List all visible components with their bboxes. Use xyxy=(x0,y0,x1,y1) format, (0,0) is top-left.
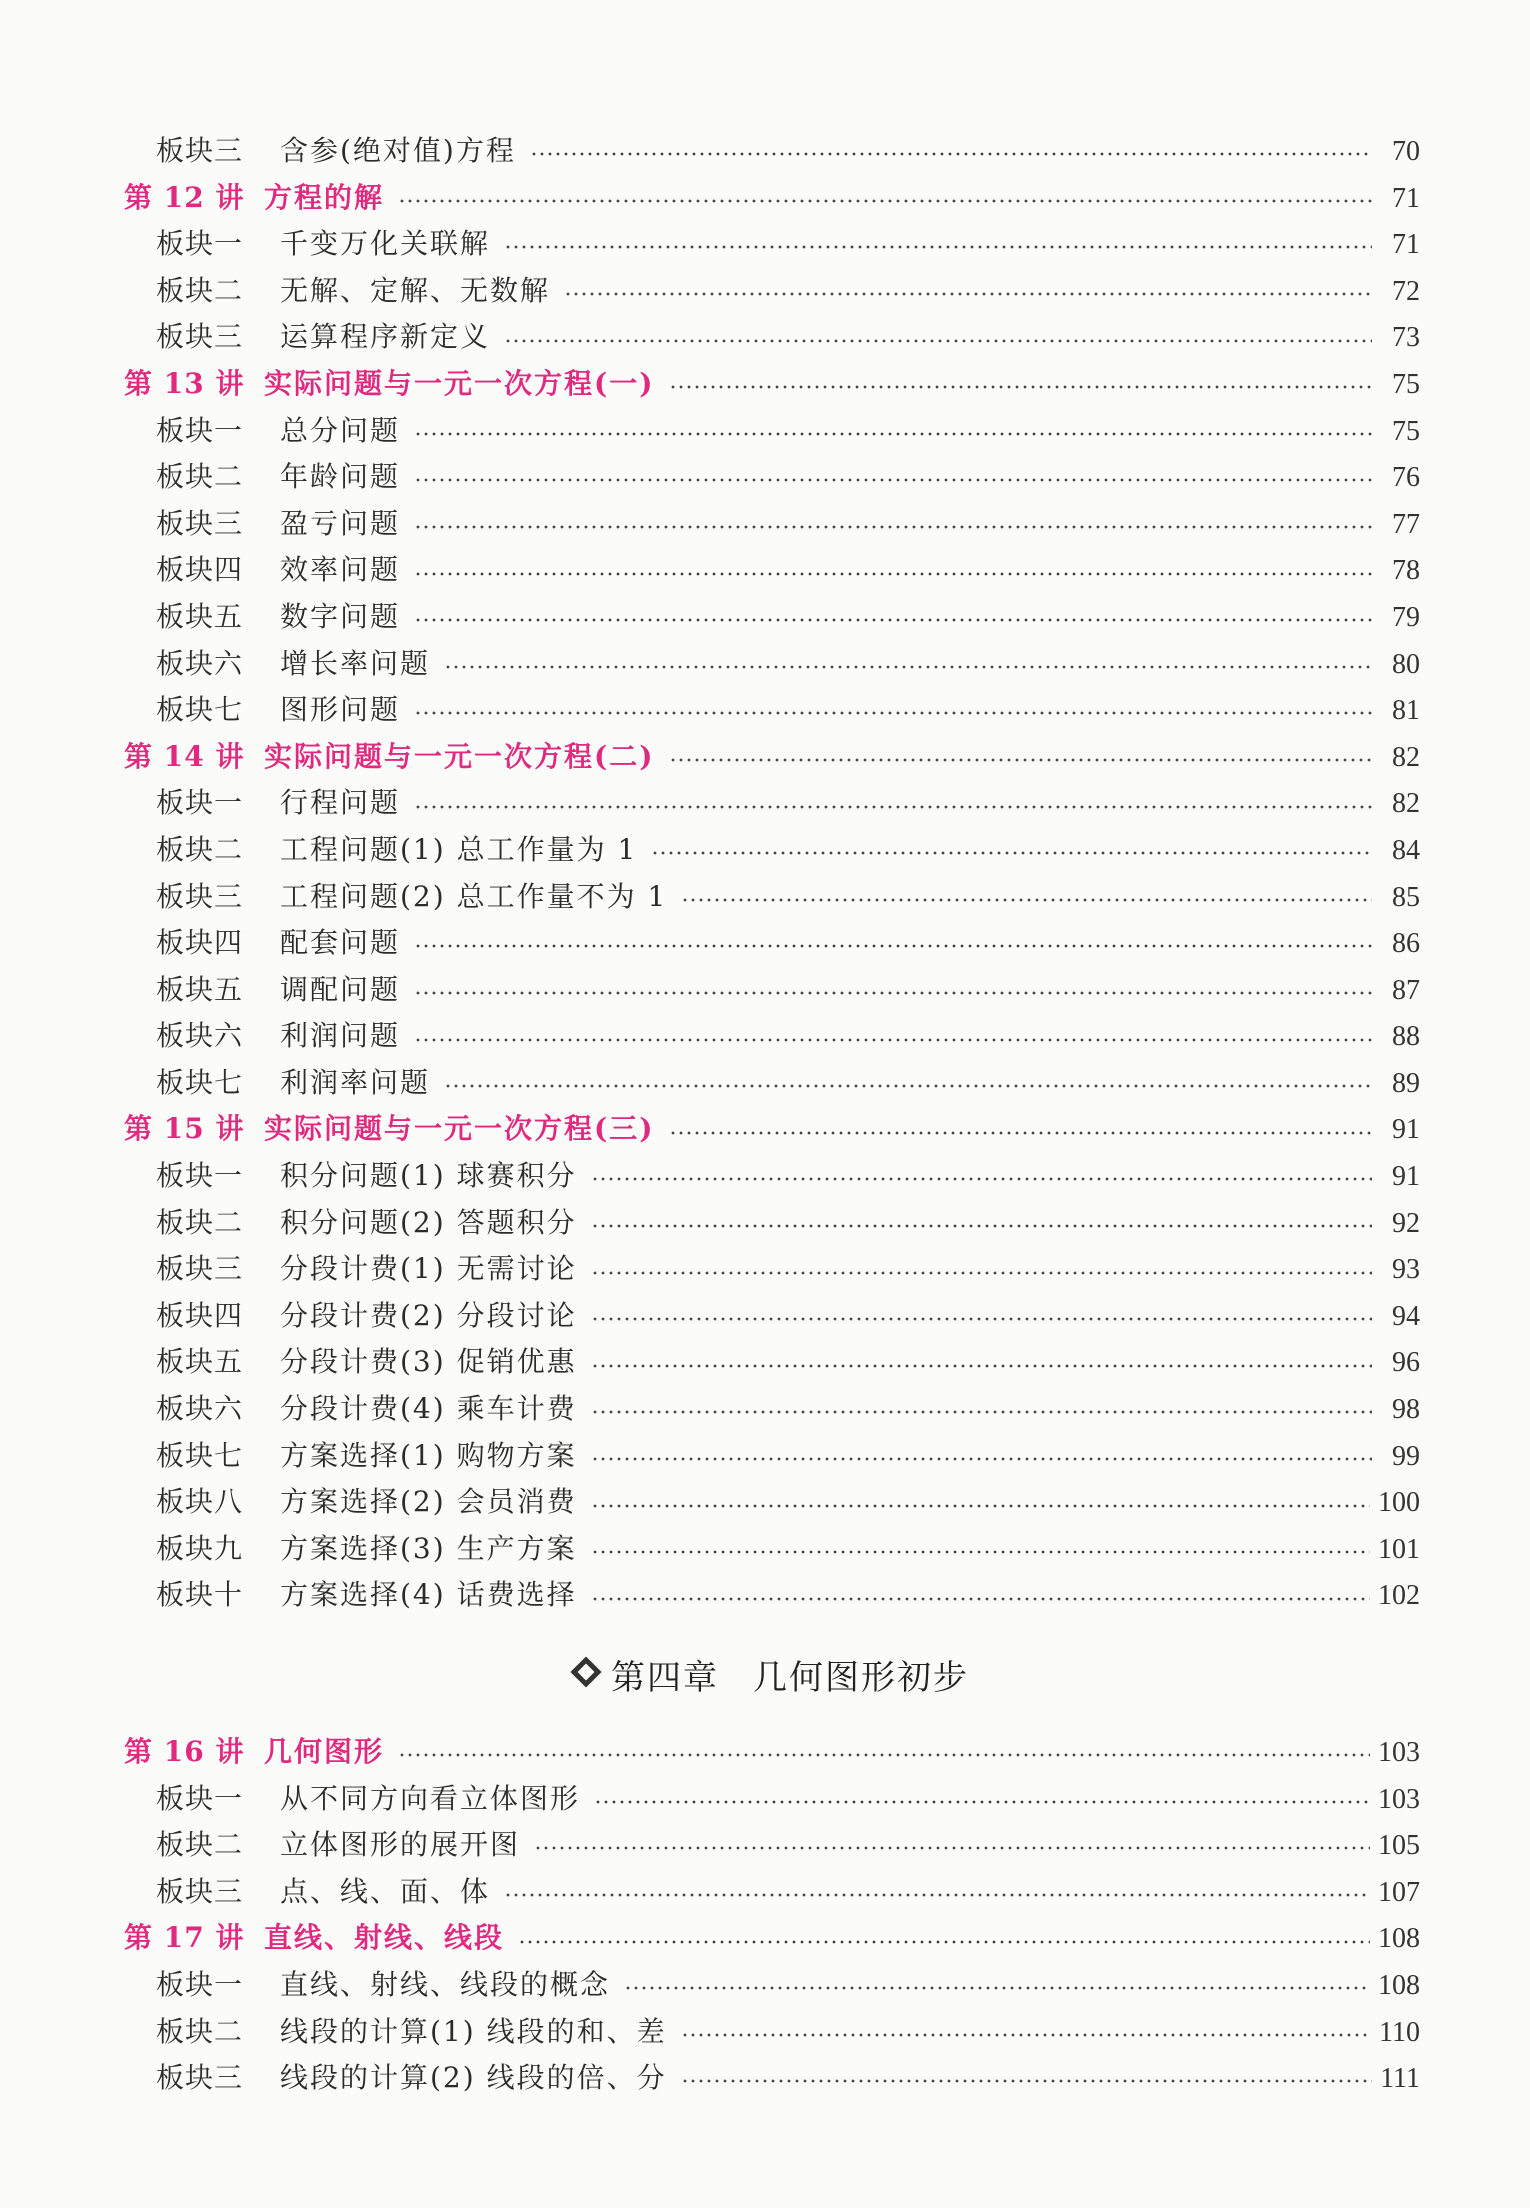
entry-label: 第 14 讲 xyxy=(124,739,245,773)
dot-leader xyxy=(414,805,1372,809)
toc-section-entry[interactable] xyxy=(124,641,1420,688)
entry-page-number: 103 xyxy=(1378,1737,1420,1768)
entry-title: 直线、射线、线段 xyxy=(264,1921,505,1955)
entry-title: 从不同方向看立体图形 xyxy=(280,1781,581,1815)
entry-page-number: 80 xyxy=(1392,648,1420,680)
dot-leader xyxy=(594,1800,1370,1804)
entry-title: 分段计费(4) 乘车计费 xyxy=(280,1392,577,1426)
toc-section-entry[interactable] xyxy=(124,1293,1420,1340)
entry-page-number: 93 xyxy=(1392,1254,1420,1286)
entry-label: 板块一 xyxy=(156,413,244,447)
entry-label: 第 12 讲 xyxy=(124,180,245,214)
entry-title: 含参(绝对值)方程 xyxy=(280,134,516,167)
toc-section-entry[interactable] xyxy=(124,1246,1420,1293)
entry-label: 板块八 xyxy=(156,1485,244,1519)
dot-leader xyxy=(669,1131,1373,1135)
entry-page-number: 78 xyxy=(1392,555,1420,587)
dot-leader xyxy=(669,758,1373,762)
dot-leader xyxy=(591,1271,1372,1275)
entry-page-number: 103 xyxy=(1378,1783,1420,1815)
entry-title: 工程问题(2) 总工作量不为 1 xyxy=(280,879,668,913)
dot-leader xyxy=(564,292,1372,296)
entry-title: 数字问题 xyxy=(280,599,401,633)
diamond-bullet-icon xyxy=(570,1656,601,1687)
dot-leader xyxy=(414,711,1372,715)
entry-title: 点、线、面、体 xyxy=(280,1874,491,1908)
entry-page-number: 76 xyxy=(1392,462,1420,494)
toc-section-entry[interactable] xyxy=(124,1013,1420,1060)
dot-leader xyxy=(591,1410,1372,1414)
dot-leader xyxy=(414,525,1372,529)
entry-label: 板块七 xyxy=(156,1438,244,1472)
entry-title: 几何图形 xyxy=(264,1735,385,1768)
dot-leader xyxy=(444,1084,1372,1088)
entry-title: 行程问题 xyxy=(280,786,401,820)
entry-label: 板块五 xyxy=(156,1345,244,1379)
toc-section-entry[interactable] xyxy=(124,1479,1420,1526)
dot-leader xyxy=(681,2033,1371,2037)
toc-section-entry[interactable] xyxy=(124,1526,1420,1573)
entry-title: 利润率问题 xyxy=(280,1065,431,1099)
table-of-contents xyxy=(124,128,1420,2102)
entry-title: 方案选择(1) 购物方案 xyxy=(280,1438,577,1472)
entry-label: 板块一 xyxy=(156,786,244,820)
dot-leader xyxy=(414,572,1372,576)
toc-section-entry[interactable] xyxy=(124,827,1420,874)
entry-page-number: 111 xyxy=(1380,2063,1420,2095)
toc-section-entry[interactable] xyxy=(124,1060,1420,1107)
entry-page-number: 70 xyxy=(1392,136,1420,167)
entry-title: 分段计费(2) 分段讨论 xyxy=(280,1298,577,1332)
dot-leader xyxy=(651,851,1372,855)
entry-label: 板块十 xyxy=(156,1578,244,1612)
entry-page-number: 98 xyxy=(1392,1394,1420,1426)
entry-title: 图形问题 xyxy=(280,693,401,727)
entry-page-number: 99 xyxy=(1392,1440,1420,1472)
entry-page-number: 79 xyxy=(1392,601,1420,633)
entry-page-number: 88 xyxy=(1392,1021,1420,1053)
dot-leader xyxy=(591,1597,1370,1601)
entry-page-number: 71 xyxy=(1392,229,1420,261)
entry-title: 运算程序新定义 xyxy=(280,320,491,354)
dot-leader xyxy=(504,245,1372,249)
chapter-label: 第四章 xyxy=(611,1657,719,1698)
dot-leader xyxy=(414,478,1372,482)
dot-leader xyxy=(414,618,1372,622)
entry-label: 板块三 xyxy=(156,1874,244,1908)
entry-label: 第 17 讲 xyxy=(124,1921,245,1955)
dot-leader xyxy=(398,1753,1370,1757)
dot-leader xyxy=(591,1364,1372,1368)
entry-page-number: 101 xyxy=(1378,1533,1420,1565)
dot-leader xyxy=(414,944,1372,948)
entry-page-number: 107 xyxy=(1378,1876,1420,1908)
entry-label: 板块一 xyxy=(156,1159,244,1193)
entry-title: 配套问题 xyxy=(280,926,401,960)
dot-leader xyxy=(591,1550,1370,1554)
entry-title: 积分问题(1) 球赛积分 xyxy=(280,1159,577,1193)
entry-page-number: 85 xyxy=(1392,881,1420,913)
entry-page-number: 86 xyxy=(1392,928,1420,960)
entry-label: 板块二 xyxy=(156,832,244,866)
entry-title: 方程的解 xyxy=(264,180,385,214)
dot-leader xyxy=(534,1846,1370,1850)
entry-label: 板块七 xyxy=(156,1065,244,1099)
dot-leader xyxy=(591,1317,1372,1321)
toc-section-entry[interactable] xyxy=(124,2009,1420,2056)
entry-page-number: 84 xyxy=(1392,834,1420,866)
entry-page-number: 91 xyxy=(1392,1161,1420,1193)
toc-lecture-entry[interactable] xyxy=(124,734,1420,781)
entry-page-number: 75 xyxy=(1392,415,1420,447)
toc-section-entry[interactable] xyxy=(124,1153,1420,1200)
entry-page-number: 108 xyxy=(1378,1923,1420,1955)
entry-label: 板块四 xyxy=(156,553,244,587)
entry-label: 第 16 讲 xyxy=(124,1735,245,1768)
toc-section-entry[interactable] xyxy=(124,1200,1420,1247)
toc-lecture-entry[interactable] xyxy=(124,1106,1420,1153)
entry-page-number: 91 xyxy=(1392,1114,1420,1146)
toc-section-entry[interactable] xyxy=(124,268,1420,315)
toc-section-entry[interactable] xyxy=(124,687,1420,734)
entry-label: 板块三 xyxy=(156,1252,244,1286)
entry-page-number: 72 xyxy=(1392,275,1420,307)
entry-label: 板块二 xyxy=(156,1828,244,1862)
dot-leader xyxy=(414,1038,1372,1042)
toc-lecture-entry[interactable] xyxy=(124,1729,1420,1776)
entry-title: 工程问题(1) 总工作量为 1 xyxy=(280,832,638,866)
entry-label: 第 13 讲 xyxy=(124,366,245,400)
entry-label: 板块一 xyxy=(156,1781,244,1815)
dot-leader xyxy=(591,1177,1372,1181)
entry-label: 板块六 xyxy=(156,646,244,680)
toc-lecture-entry[interactable] xyxy=(124,361,1420,408)
chapter-heading xyxy=(124,1619,1420,1729)
dot-leader xyxy=(414,432,1372,436)
toc-section-entry[interactable] xyxy=(124,547,1420,594)
dot-leader xyxy=(444,665,1372,669)
entry-title: 分段计费(3) 促销优惠 xyxy=(280,1345,577,1379)
toc-section-entry[interactable] xyxy=(124,1572,1420,1619)
entry-title: 直线、射线、线段的概念 xyxy=(280,1967,611,2001)
toc-lecture-entry[interactable] xyxy=(124,1915,1420,1962)
entry-title: 线段的计算(2) 线段的倍、分 xyxy=(280,2061,667,2095)
entry-label: 板块二 xyxy=(156,2014,244,2048)
entry-label: 板块三 xyxy=(156,2061,244,2095)
entry-label: 板块三 xyxy=(156,506,244,540)
entry-title: 盈亏问题 xyxy=(280,506,401,540)
toc-section-entry[interactable] xyxy=(124,1869,1420,1916)
entry-page-number: 73 xyxy=(1392,322,1420,354)
toc-section-entry[interactable] xyxy=(124,1339,1420,1386)
entry-title: 方案选择(2) 会员消费 xyxy=(280,1485,577,1519)
entry-label: 板块六 xyxy=(156,1392,244,1426)
entry-title: 千变万化关联解 xyxy=(280,227,491,261)
entry-title: 实际问题与一元一次方程(一) xyxy=(264,366,655,400)
entry-page-number: 87 xyxy=(1392,974,1420,1006)
toc-section-entry[interactable] xyxy=(124,2055,1420,2102)
toc-section-entry[interactable] xyxy=(124,408,1420,455)
dot-leader xyxy=(669,385,1373,389)
entry-title: 立体图形的展开图 xyxy=(280,1828,521,1862)
dot-leader xyxy=(681,898,1372,902)
entry-page-number: 77 xyxy=(1392,508,1420,540)
entry-title: 利润问题 xyxy=(280,1019,401,1053)
toc-section-entry[interactable] xyxy=(124,874,1420,921)
entry-page-number: 100 xyxy=(1378,1487,1420,1519)
entry-label: 板块二 xyxy=(156,460,244,494)
entry-page-number: 89 xyxy=(1392,1067,1420,1099)
toc-section-entry[interactable] xyxy=(124,1386,1420,1433)
toc-section-entry[interactable] xyxy=(124,920,1420,967)
entry-title: 效率问题 xyxy=(280,553,401,587)
toc-section-entry[interactable] xyxy=(124,967,1420,1014)
toc-section-entry[interactable] xyxy=(124,1776,1420,1823)
entry-page-number: 92 xyxy=(1392,1207,1420,1239)
entry-title: 线段的计算(1) 线段的和、差 xyxy=(280,2014,667,2048)
toc-lecture-entry[interactable] xyxy=(124,175,1420,222)
entry-page-number: 82 xyxy=(1392,741,1420,773)
entry-label: 板块五 xyxy=(156,599,244,633)
entry-label: 板块三 xyxy=(156,134,244,167)
entry-label: 板块二 xyxy=(156,273,244,307)
entry-page-number: 110 xyxy=(1379,2016,1420,2048)
entry-label: 板块六 xyxy=(156,1019,244,1053)
dot-leader xyxy=(591,1224,1372,1228)
entry-label: 板块二 xyxy=(156,1205,244,1239)
entry-title: 实际问题与一元一次方程(二) xyxy=(264,739,655,773)
dot-leader xyxy=(518,1940,1370,1944)
entry-label: 板块三 xyxy=(156,879,244,913)
toc-section-entry[interactable] xyxy=(124,221,1420,268)
entry-label: 板块九 xyxy=(156,1531,244,1565)
dot-leader xyxy=(414,991,1372,995)
toc-section-entry[interactable] xyxy=(124,454,1420,501)
entry-label: 板块三 xyxy=(156,320,244,354)
entry-label: 第 15 讲 xyxy=(124,1112,245,1146)
toc-section-entry[interactable] xyxy=(124,1962,1420,2009)
toc-section-entry[interactable] xyxy=(124,314,1420,361)
dot-leader xyxy=(624,1986,1370,1990)
entry-title: 无解、定解、无数解 xyxy=(280,273,551,307)
dot-leader xyxy=(591,1457,1372,1461)
chapter-title: 几何图形初步 xyxy=(753,1657,969,1698)
toc-section-entry[interactable] xyxy=(124,780,1420,827)
toc-section-entry[interactable] xyxy=(124,128,1420,175)
entry-title: 增长率问题 xyxy=(280,646,431,680)
entry-title: 调配问题 xyxy=(280,972,401,1006)
entry-title: 年龄问题 xyxy=(280,460,401,494)
dot-leader xyxy=(398,199,1372,203)
entry-label: 板块七 xyxy=(156,693,244,727)
entry-page-number: 81 xyxy=(1392,695,1420,727)
entry-page-number: 94 xyxy=(1392,1300,1420,1332)
entry-page-number: 108 xyxy=(1378,1969,1420,2001)
entry-page-number: 102 xyxy=(1378,1580,1420,1612)
entry-title: 积分问题(2) 答题积分 xyxy=(280,1205,577,1239)
dot-leader xyxy=(504,1893,1370,1897)
dot-leader xyxy=(530,152,1372,156)
entry-title: 方案选择(3) 生产方案 xyxy=(280,1531,577,1565)
entry-label: 板块四 xyxy=(156,926,244,960)
toc-section-entry[interactable] xyxy=(124,501,1420,548)
entry-label: 板块四 xyxy=(156,1298,244,1332)
entry-label: 板块五 xyxy=(156,972,244,1006)
entry-title: 分段计费(1) 无需讨论 xyxy=(280,1252,577,1286)
dot-leader xyxy=(504,339,1372,343)
dot-leader xyxy=(681,2079,1372,2083)
entry-title: 方案选择(4) 话费选择 xyxy=(280,1578,577,1612)
entry-title: 实际问题与一元一次方程(三) xyxy=(264,1112,655,1146)
entry-title: 总分问题 xyxy=(280,413,401,447)
entry-page-number: 105 xyxy=(1378,1830,1420,1862)
entry-label: 板块一 xyxy=(156,227,244,261)
entry-label: 板块一 xyxy=(156,1967,244,2001)
toc-section-entry[interactable] xyxy=(124,1433,1420,1480)
entry-page-number: 71 xyxy=(1392,182,1420,214)
toc-section-entry[interactable] xyxy=(124,594,1420,641)
entry-page-number: 96 xyxy=(1392,1347,1420,1379)
entry-page-number: 75 xyxy=(1392,368,1420,400)
toc-section-entry[interactable] xyxy=(124,1822,1420,1869)
dot-leader xyxy=(591,1504,1370,1508)
entry-page-number: 82 xyxy=(1392,788,1420,820)
